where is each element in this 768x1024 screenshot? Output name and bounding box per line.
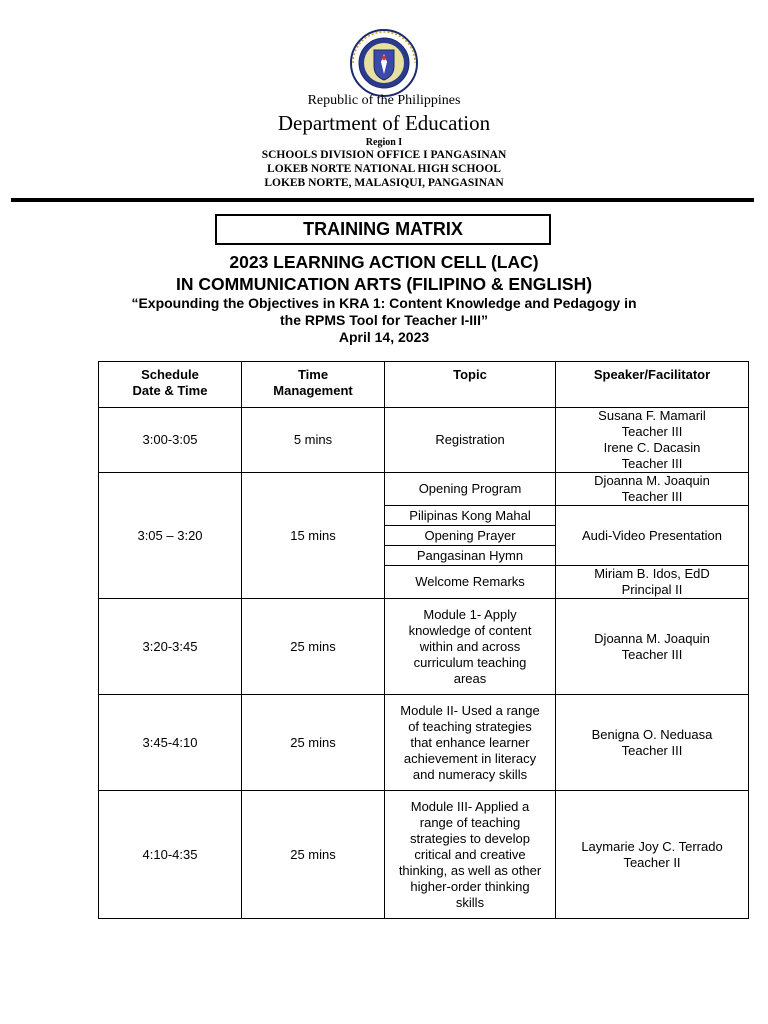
- speaker-cell: Djoanna M. Joaquin Teacher III: [556, 473, 749, 506]
- republic-heading: Republic of the Philippines: [307, 93, 461, 108]
- table-row: [99, 791, 749, 919]
- topic-cell: Welcome Remarks: [385, 566, 556, 599]
- speaker-cell: Susana F. Mamaril Teacher III Irene C. Dacasin Teacher III: [556, 408, 749, 473]
- region-label: Region I: [365, 137, 403, 148]
- topic-cell: Opening Prayer: [385, 526, 556, 546]
- duration-cell: 25 mins: [242, 695, 385, 791]
- duration-cell: 25 mins: [242, 791, 385, 919]
- header-schedule: Schedule Date & Time: [99, 362, 242, 408]
- training-matrix-title: TRAINING MATRIX: [215, 214, 551, 245]
- division-label: SCHOOLS DIVISION OFFICE I PANGASINAN: [261, 149, 507, 161]
- speaker-cell: Djoanna M. Joaquin Teacher III: [556, 599, 749, 695]
- event-date: April 14, 2023: [338, 329, 430, 345]
- lac-title: 2023 LEARNING ACTION CELL (LAC): [229, 252, 539, 272]
- department-heading: Department of Education: [277, 111, 491, 135]
- speaker-cell: Benigna O. Neduasa Teacher III: [556, 695, 749, 791]
- table-row: [99, 408, 749, 473]
- topic-cell: Opening Program: [385, 473, 556, 506]
- speaker-cell: Audi-Video Presentation: [556, 506, 749, 566]
- schedule-cell: 4:10-4:35: [99, 791, 242, 919]
- schedule-cell: 3:45-4:10: [99, 695, 242, 791]
- schedule-cell: 3:00-3:05: [99, 408, 242, 473]
- duration-cell: 25 mins: [242, 599, 385, 695]
- table-row: [99, 473, 749, 506]
- header-topic: Topic: [385, 362, 556, 408]
- duration-cell: 15 mins: [242, 473, 385, 599]
- table-row: [99, 695, 749, 791]
- header-time-management: Time Management: [242, 362, 385, 408]
- topic-cell: Module II- Used a range of teaching strategies that enhance learner achievement in literacy and numeracy skills: [385, 695, 556, 791]
- training-matrix-table: [98, 361, 749, 919]
- header-speaker: Speaker/Facilitator: [556, 362, 749, 408]
- speaker-cell: Laymarie Joy C. Terrado Teacher II: [556, 791, 749, 919]
- table-row: [99, 599, 749, 695]
- topic-cell: Registration: [385, 408, 556, 473]
- schedule-cell: 3:20-3:45: [99, 599, 242, 695]
- schedule-cell: 3:05 – 3:20: [99, 473, 242, 599]
- table-header-row: [99, 362, 749, 408]
- deped-seal-icon: [345, 28, 423, 98]
- school-label: LOKEB NORTE NATIONAL HIGH SCHOOL: [267, 163, 501, 175]
- duration-cell: 5 mins: [242, 408, 385, 473]
- speaker-cell: Miriam B. Idos, EdD Principal II: [556, 566, 749, 599]
- topic-cell: Module 1- Apply knowledge of content within and across curriculum teaching areas: [385, 599, 556, 695]
- topic-cell: Pilipinas Kong Mahal: [385, 506, 556, 526]
- lac-subtitle: IN COMMUNICATION ARTS (FILIPINO & ENGLISH): [175, 274, 593, 294]
- theme-line-2: the RPMS Tool for Teacher I-III”: [280, 312, 488, 328]
- topic-cell: Module III- Applied a range of teaching strategies to develop critical and creative thinking, as well as other higher-order thinking skills: [385, 791, 556, 919]
- header-divider: [11, 198, 754, 202]
- topic-cell: Pangasinan Hymn: [385, 546, 556, 566]
- address-label: LOKEB NORTE, MALASIQUI, PANGASINAN: [264, 177, 504, 189]
- theme-line-1: “Expounding the Objectives in KRA 1: Content Knowledge and Pedagogy in: [131, 295, 637, 311]
